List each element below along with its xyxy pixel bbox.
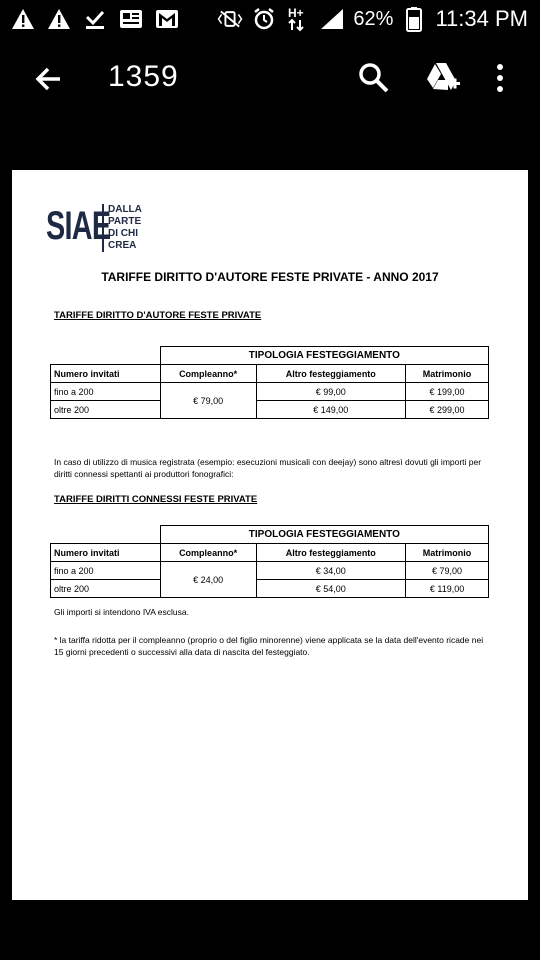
back-arrow-icon[interactable]: [30, 60, 68, 98]
notification-icons: [10, 6, 180, 32]
more-vert-icon[interactable]: [490, 60, 510, 96]
alarm-icon: [251, 6, 277, 32]
compleanno-value: € 79,00: [160, 383, 256, 419]
logo-tagline: DALLA PARTE DI CHI CREA: [102, 204, 142, 252]
column-header: Compleanno*: [160, 365, 256, 383]
column-header: Altro festeggiamento: [256, 365, 406, 383]
search-icon[interactable]: [356, 60, 392, 96]
column-header: Matrimonio: [406, 544, 489, 562]
news-icon: [118, 6, 144, 32]
recorded-music-note: In caso di utilizzo di musica registrata (esempio: esecuzioni musicali con deejay) sono altresì dovuti gli importi per diritti connessi spettanti ai produttori fonografici:: [54, 457, 482, 479]
siae-logo: [46, 202, 142, 252]
battery-percent: 62%: [353, 7, 394, 30]
row-label: fino a 200: [51, 383, 161, 401]
matrimonio-value: € 79,00: [406, 562, 489, 580]
matrimonio-value: € 299,00: [406, 401, 489, 419]
table-row: [51, 562, 489, 580]
matrimonio-value: € 199,00: [406, 383, 489, 401]
system-icons: [217, 4, 528, 34]
app-bar: [0, 38, 540, 120]
altro-value: € 99,00: [256, 383, 406, 401]
table-row: [51, 383, 489, 401]
compleanno-value: € 24,00: [160, 562, 256, 598]
status-bar: [0, 0, 540, 38]
altro-value: € 34,00: [256, 562, 406, 580]
section-title-related-rights: TARIFFE DIRITTI CONNESSI FESTE PRIVATE: [54, 494, 258, 505]
column-header: Compleanno*: [160, 544, 256, 562]
vibrate-icon: [217, 6, 243, 32]
table-row: [51, 401, 489, 419]
column-header: Numero invitati: [51, 365, 161, 383]
logo-main-text: SIAE: [46, 204, 111, 248]
gmail-icon: [154, 6, 180, 32]
group-header: TIPOLOGIA FESTEGGIAMENTO: [160, 526, 488, 544]
download-done-icon: [82, 6, 108, 32]
row-label: oltre 200: [51, 580, 161, 598]
warning-icon: [10, 6, 36, 32]
iva-note: Gli importi si intendono IVA esclusa.: [54, 607, 189, 617]
add-to-drive-icon[interactable]: [424, 60, 460, 96]
page-title: 1359: [108, 60, 179, 93]
tariff-table-author-rights: [50, 346, 489, 419]
hplus-data-icon: [285, 6, 311, 32]
column-header: Matrimonio: [406, 365, 489, 383]
clock: 11:34 PM: [435, 6, 528, 31]
signal-icon: [319, 6, 345, 32]
row-label: fino a 200: [51, 562, 161, 580]
warning-icon: [46, 6, 72, 32]
svg-text:H+: H+: [288, 6, 305, 20]
column-header: Altro festeggiamento: [256, 544, 406, 562]
altro-value: € 54,00: [256, 580, 406, 598]
table-row: [51, 580, 489, 598]
document-page[interactable]: [12, 170, 528, 900]
row-label: oltre 200: [51, 401, 161, 419]
battery-icon: [401, 6, 427, 32]
document-title: TARIFFE DIRITTO D'AUTORE FESTE PRIVATE - ANNO 2017: [101, 270, 439, 284]
footnote: * la tariffa ridotta per il compleanno (proprio o del figlio minorenne) viene applicata se la data dell'evento ricade nei 15 giorni precedenti o successivi alla data di nascita del festeggiato.: [54, 635, 484, 657]
column-header: Numero invitati: [51, 544, 161, 562]
tariff-table-related-rights: [50, 525, 489, 598]
group-header: TIPOLOGIA FESTEGGIAMENTO: [160, 347, 488, 365]
matrimonio-value: € 119,00: [406, 580, 489, 598]
altro-value: € 149,00: [256, 401, 406, 419]
section-title-author-rights: TARIFFE DIRITTO D'AUTORE FESTE PRIVATE: [54, 310, 262, 321]
